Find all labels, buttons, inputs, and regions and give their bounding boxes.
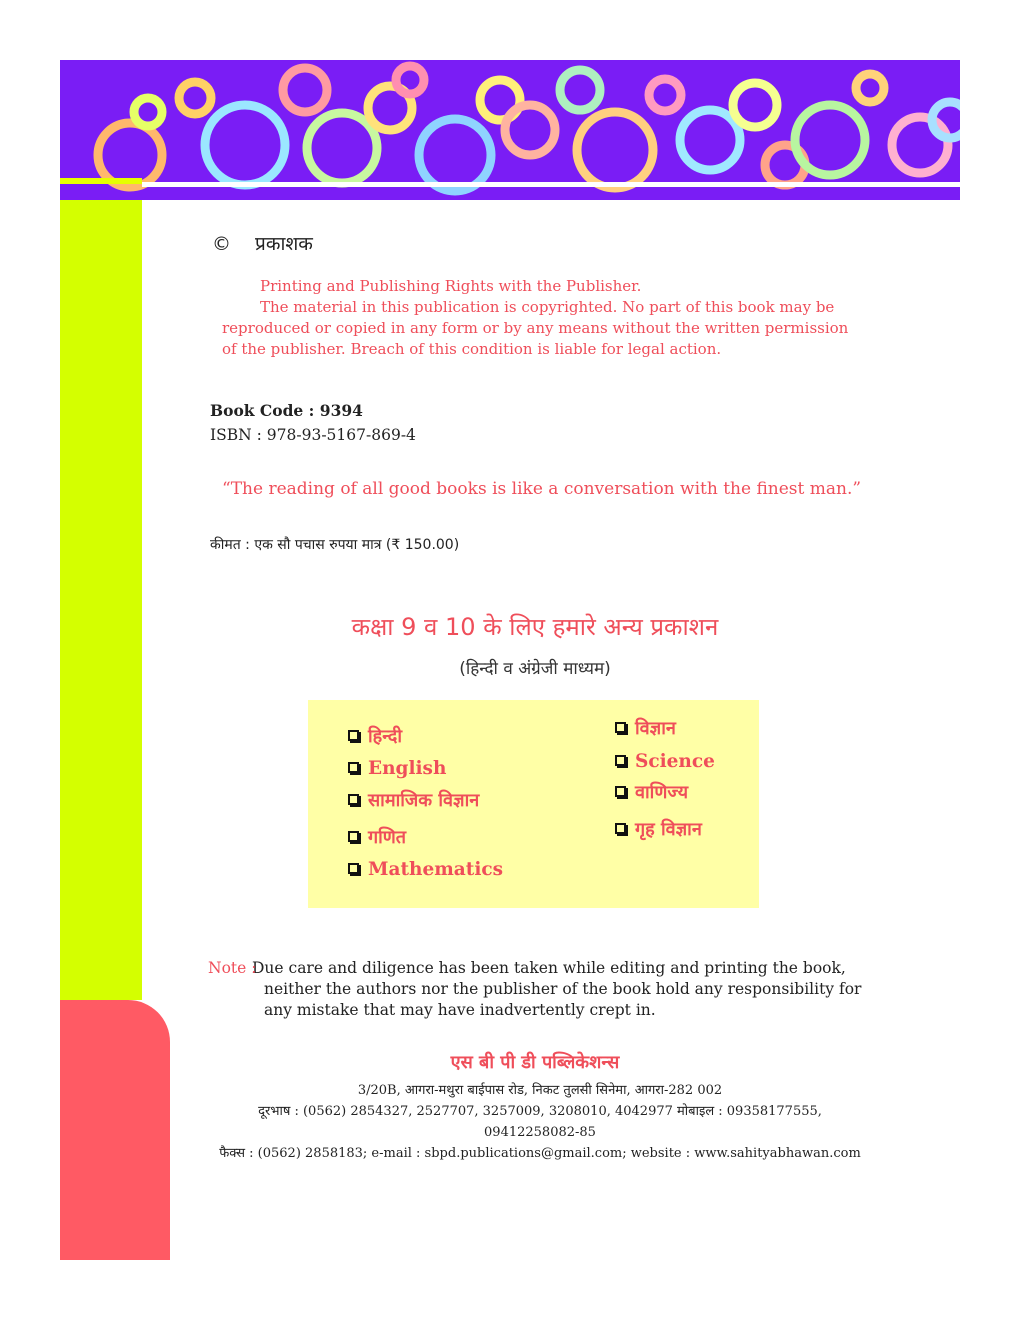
list-item: विज्ञान bbox=[615, 716, 676, 740]
rings-decoration bbox=[60, 60, 960, 200]
list-item: हिन्दी bbox=[348, 724, 402, 748]
rights-line-2: The material in this publication is copyrighted. No part of this book may be reproduced or copied in any form or by any means without the written permission of the publisher. Breach of this condition is liable for legal action. bbox=[222, 298, 849, 358]
publisher-phone: दूरभाष : (0562) 2854327, 2527707, 3257009, 3208010, 4042977 मोबाइल : 09358177555, 09412258082-85 bbox=[258, 1104, 822, 1140]
checkbox-icon bbox=[348, 831, 359, 842]
publisher-contact bbox=[210, 1080, 870, 1164]
checkbox-icon bbox=[348, 794, 359, 805]
side-block-red bbox=[60, 1000, 170, 1260]
checkbox-icon bbox=[615, 755, 626, 766]
list-item: गणित bbox=[348, 825, 406, 849]
checkbox-icon bbox=[615, 722, 626, 733]
banner-stripe-white bbox=[142, 182, 960, 187]
list-item: गृह विज्ञान bbox=[615, 817, 702, 841]
book-code: Book Code : 9394 bbox=[210, 401, 363, 420]
list-item: Mathematics bbox=[348, 859, 503, 880]
note-text-first: Due care and diligence has been taken while editing and printing the book, bbox=[252, 959, 846, 977]
checkbox-icon bbox=[348, 863, 359, 874]
publications-box bbox=[308, 700, 759, 908]
publisher-name: एस बी पी डी पब्लिकेशन्स bbox=[450, 1052, 620, 1073]
list-item: Science bbox=[615, 751, 715, 772]
publisher-address: 3/20B, आगरा-मथुरा बाईपास रोड, निकट तुलसी सिनेमा, आगरा-282 002 bbox=[357, 1083, 723, 1098]
list-item: English bbox=[348, 758, 446, 779]
checkbox-icon bbox=[348, 762, 359, 773]
side-bar-green bbox=[60, 200, 142, 1000]
quote: “The reading of all good books is like a conversation with the finest man.” bbox=[222, 479, 862, 499]
disclaimer-note bbox=[208, 958, 868, 1021]
publications-heading: कक्षा 9 व 10 के लिए हमारे अन्य प्रकाशन bbox=[351, 613, 719, 641]
price: कीमत : एक सौ पचास रुपया मात्र (₹ 150.00) bbox=[210, 537, 460, 553]
note-label: Note : bbox=[208, 959, 257, 977]
header-banner bbox=[60, 60, 960, 200]
checkbox-icon bbox=[615, 786, 626, 797]
note-text-rest: neither the authors nor the publisher of the book hold any responsibility for any mistake that may have inadvertently crept in. bbox=[264, 980, 862, 1019]
rights-line-1: Printing and Publishing Rights with the Publisher. bbox=[260, 277, 642, 295]
copyright-symbol: © bbox=[212, 233, 231, 255]
copyright-line bbox=[212, 230, 313, 256]
rights-notice bbox=[222, 276, 852, 360]
checkbox-icon bbox=[615, 823, 626, 834]
banner-stripe-yellow bbox=[60, 178, 142, 184]
list-item: वाणिज्य bbox=[615, 780, 688, 804]
copyright-label: प्रकाशक bbox=[255, 233, 313, 255]
publisher-email-website: फैक्स : (0562) 2858183; e-mail : sbpd.publications@gmail.com; website : www.sahityabhawan.com bbox=[219, 1146, 861, 1161]
checkbox-icon bbox=[348, 730, 359, 741]
isbn: ISBN : 978-93-5167-869-4 bbox=[210, 426, 416, 444]
publications-subheading: (हिन्दी व अंग्रेजी माध्यम) bbox=[459, 659, 611, 679]
list-item: सामाजिक विज्ञान bbox=[348, 788, 479, 812]
